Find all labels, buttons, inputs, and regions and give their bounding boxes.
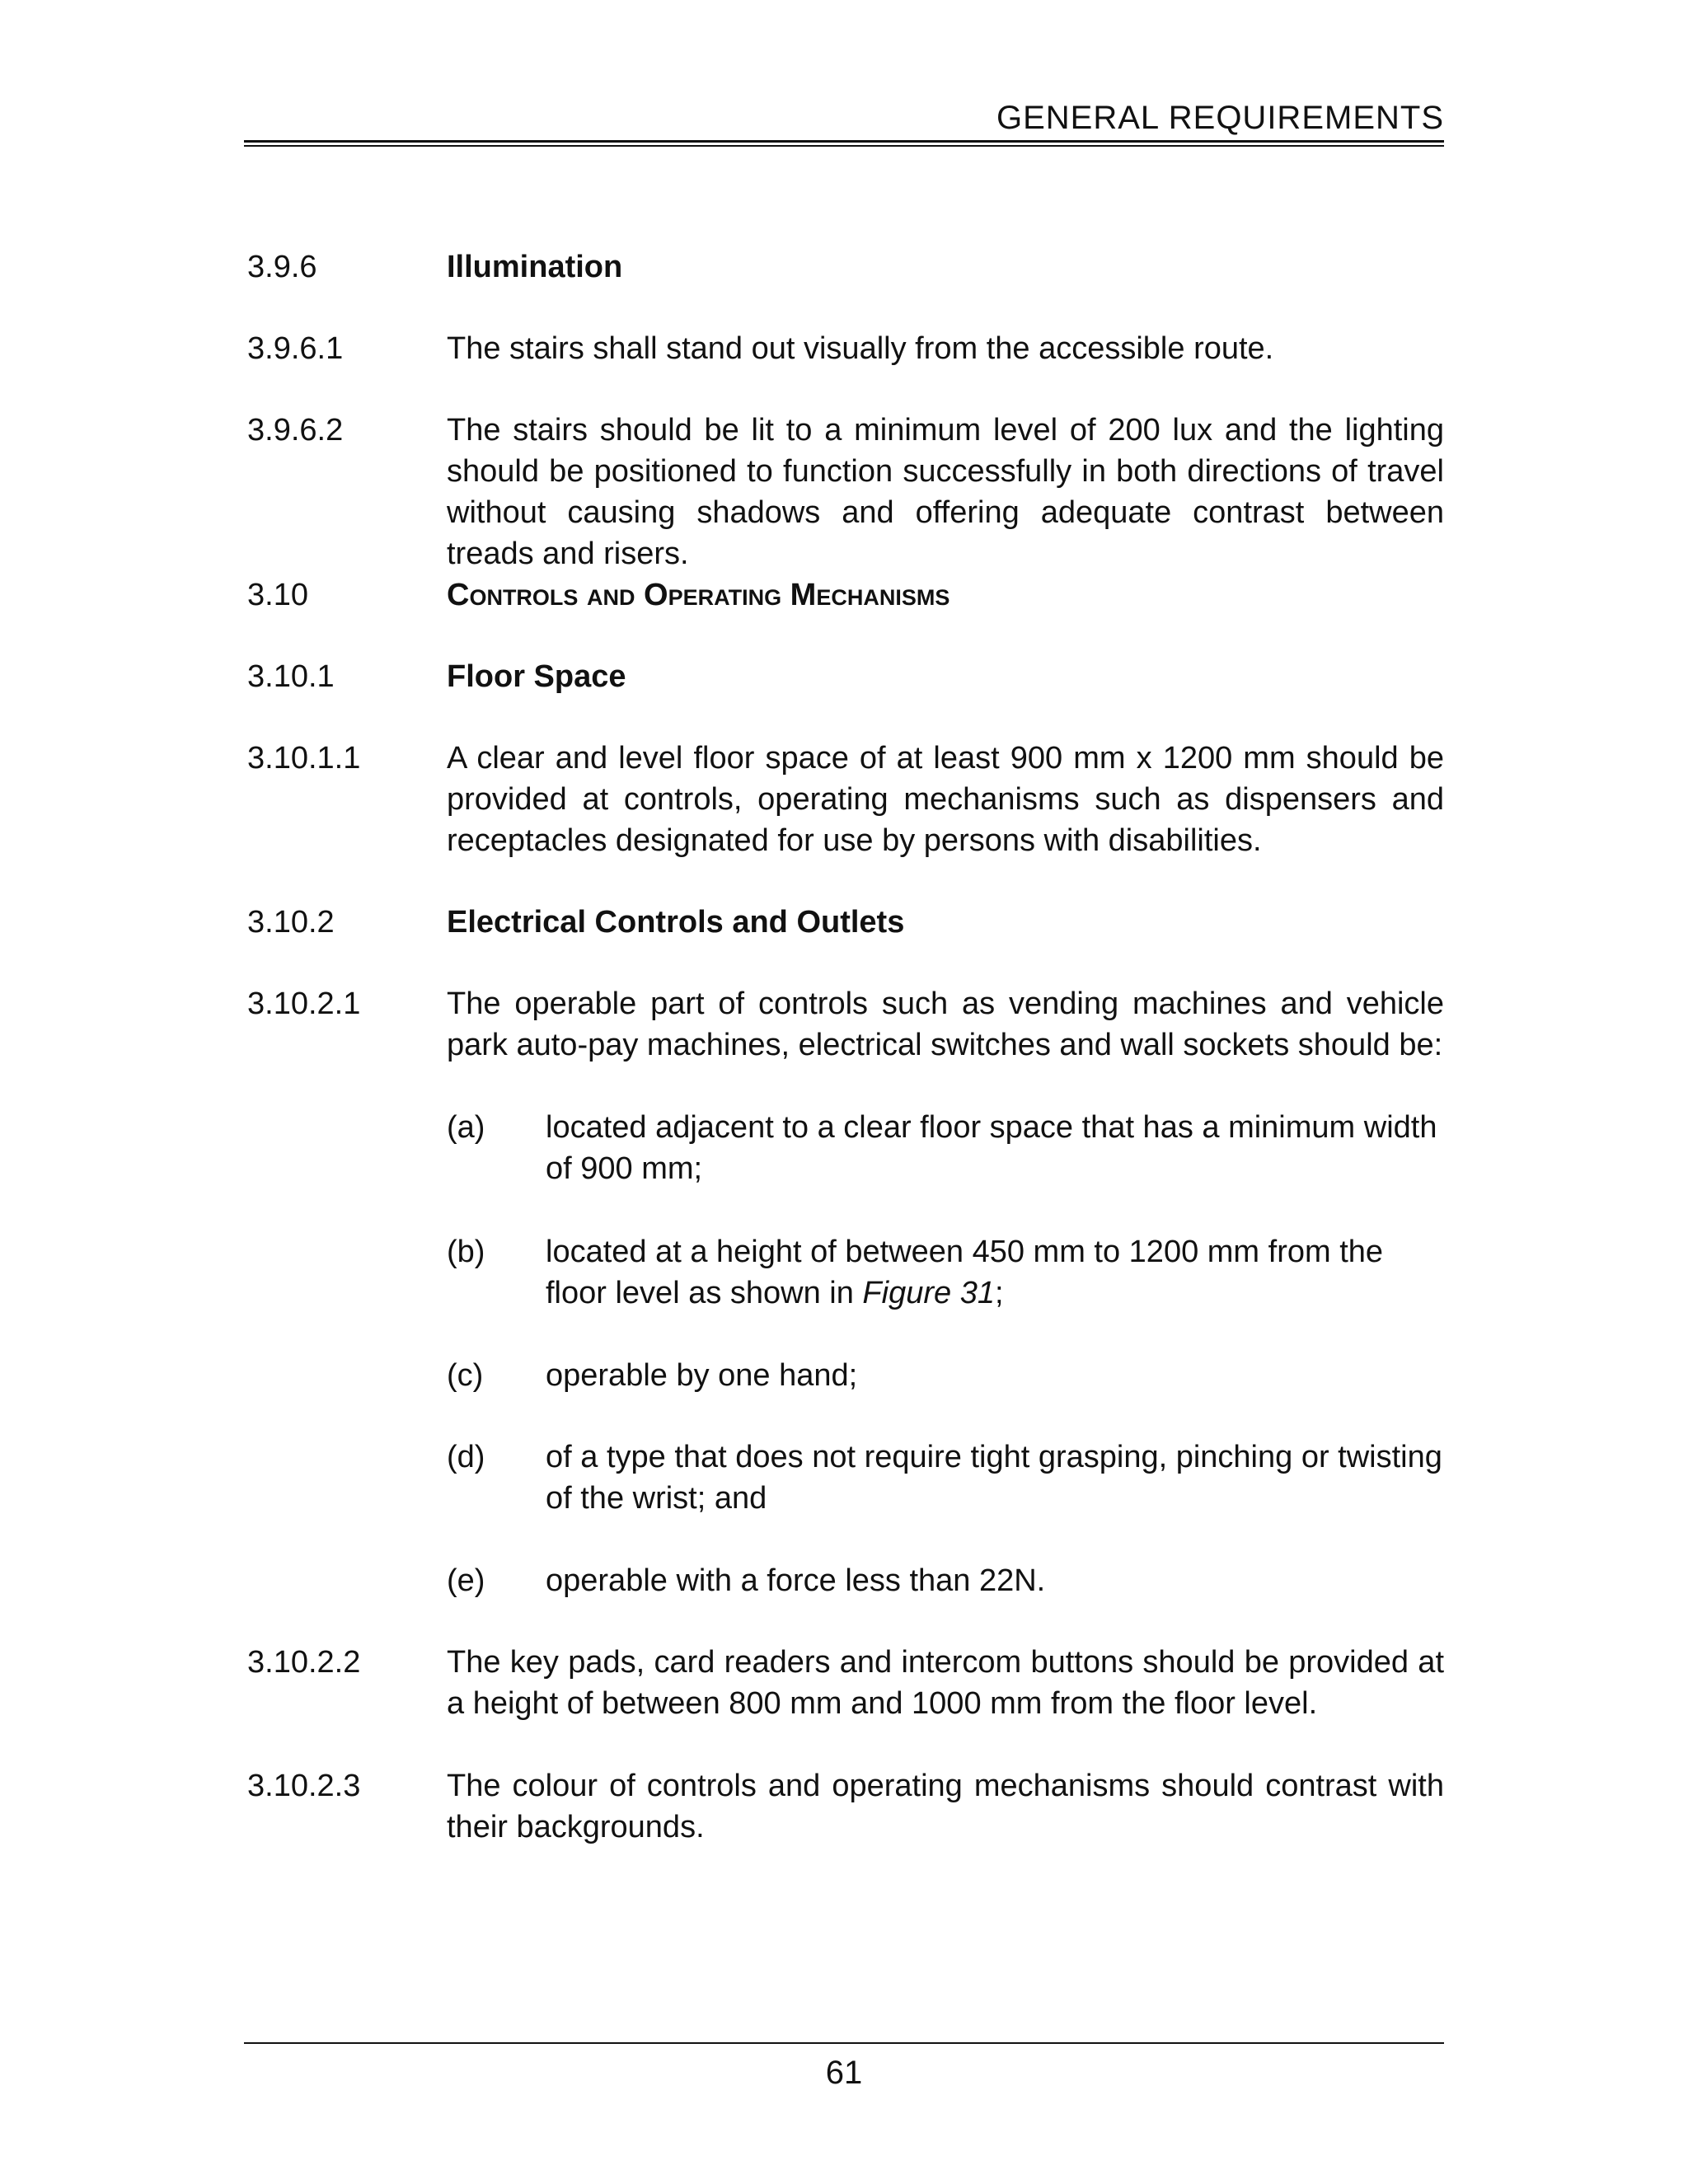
footer-rule (244, 2042, 1444, 2044)
section-heading: Illumination (447, 250, 623, 284)
clause-number: 3.10.1.1 (247, 741, 361, 776)
chapter-section-heading: Controls and Operating Mechanisms (447, 578, 950, 612)
clause-text: A clear and level floor space of at least 900 mm x 1200 mm should be provided at controls, operating mechanisms such as dispensers and receptacles designated for use by persons with disabilities. (447, 741, 1444, 858)
list-item-text: operable by one hand; (546, 1358, 858, 1393)
clause-text: The operable part of controls such as vending machines and vehicle park auto-pay machines, electrical switches and wall sockets should be: (447, 987, 1444, 1062)
figure-reference: Figure 31 (862, 1276, 995, 1310)
list-item-text: of a type that does not require tight grasping, pinching or twisting of the wrist; and (546, 1440, 1442, 1516)
list-item-label: (a) (447, 1110, 485, 1145)
clause-number: 3.10.2.3 (247, 1769, 361, 1803)
clause-text: The stairs should be lit to a minimum level of 200 lux and the lighting should be positioned to function successfully in both directions of travel without causing shadows and offering adequate contrast between treads and risers. (447, 413, 1444, 571)
clause-number: 3.10.2.1 (247, 987, 361, 1021)
section-heading: Electrical Controls and Outlets (447, 905, 905, 940)
clause-text: The key pads, card readers and intercom buttons should be provided at a height of between 800 mm and 1000 mm from the floor level. (447, 1645, 1444, 1721)
list-item-label: (e) (447, 1563, 485, 1598)
section-heading: Floor Space (447, 659, 626, 694)
clause-number: 3.9.6.1 (247, 331, 344, 366)
running-header: GENERAL REQUIREMENTS (996, 100, 1444, 136)
list-item-text: located adjacent to a clear floor space that has a minimum width of 900 mm; (546, 1110, 1437, 1186)
section-number: 3.10.2 (247, 905, 335, 940)
chapter-section-number: 3.10 (247, 578, 308, 612)
clause-text: The stairs shall stand out visually from the accessible route. (447, 331, 1274, 366)
list-item-text (546, 1231, 1444, 1314)
section-number: 3.10.1 (247, 659, 335, 694)
list-item-text-before: located at a height of between 450 mm to 1200 mm from the floor level as shown in (546, 1235, 1384, 1310)
clause-text: The colour of controls and operating mechanisms should contrast with their backgrounds. (447, 1769, 1444, 1844)
list-item-label: (b) (447, 1235, 485, 1269)
clause-number: 3.10.2.2 (247, 1645, 361, 1680)
list-item-text: operable with a force less than 22N. (546, 1563, 1046, 1598)
list-item-text-after: ; (994, 1276, 1004, 1310)
header-rule-thick (244, 140, 1444, 143)
clause-number: 3.9.6.2 (247, 413, 344, 448)
list-item-label: (c) (447, 1358, 484, 1393)
section-number: 3.9.6 (247, 250, 317, 284)
header-rule-thin (244, 145, 1444, 147)
page-number: 61 (825, 2055, 863, 2091)
list-item-label: (d) (447, 1440, 485, 1474)
